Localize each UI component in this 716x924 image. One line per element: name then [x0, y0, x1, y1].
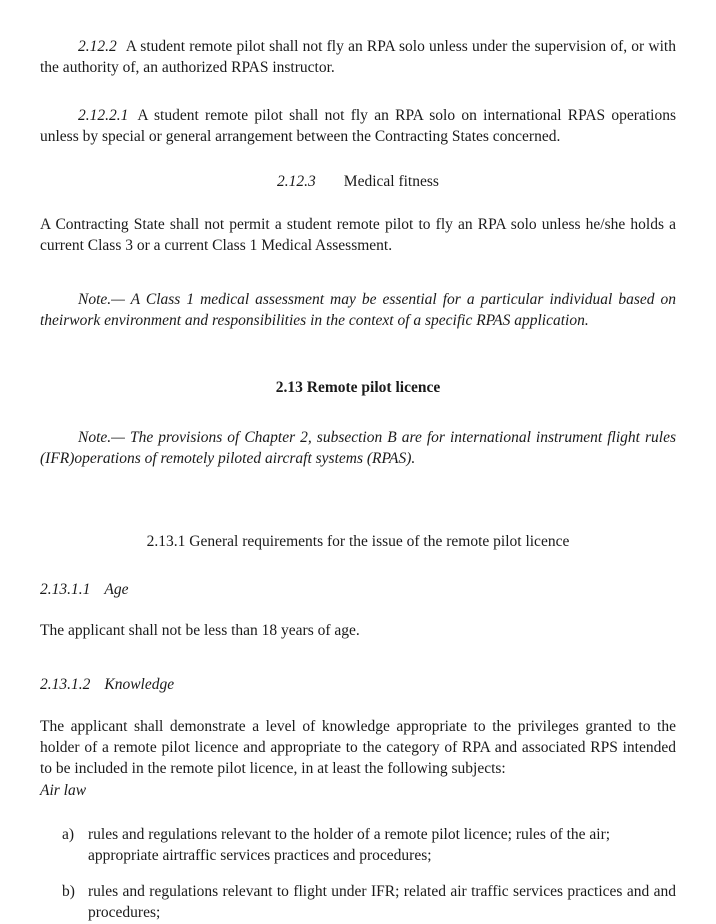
- list-item-a: [40, 824, 676, 866]
- subheading-number: 2.13.1.2: [40, 676, 91, 693]
- note-medical: [40, 289, 676, 331]
- paragraph-text: A student remote pilot shall not fly an RPA solo on international RPAS operations unless by special or general arrangement between the Contracting States concerned.: [40, 107, 676, 145]
- paragraph-text: The applicant shall not be less than 18 years of age.: [40, 622, 360, 639]
- subheading-title: Age: [104, 581, 129, 598]
- note-ifr: [40, 427, 676, 469]
- paragraph-age: [40, 620, 676, 641]
- paragraph-text: A student remote pilot shall not fly an RPA solo unless under the supervision of, or with the authority of, an authorized RPAS instructor.: [40, 38, 676, 76]
- list-item-text: rules and regulations relevant to flight under IFR; related air traffic services practices and and procedures;: [88, 883, 676, 921]
- subheading-title: Knowledge: [104, 676, 175, 693]
- paragraph-text: A Contracting State shall not permit a student remote pilot to fly an RPA solo unless he/she holds a current Class 3 or a current Class 1 Medical Assessment.: [40, 216, 676, 254]
- paragraph-text: The applicant shall demonstrate a level of knowledge appropriate to the privileges granted to the holder of a remote pilot licence and appropriate to the category of RPA and associated RPS intended to be included in the remote pilot licence, in at least the following subjects:: [40, 718, 676, 777]
- section-heading-2-13: 2.13 Remote pilot licence: [275, 379, 441, 396]
- paragraph-2-12-2: [40, 36, 676, 78]
- heading-general-requirements: 2.13.1 General requirements for the issue of the remote pilot licence: [146, 533, 570, 550]
- list-item-text: rules and regulations relevant to the holder of a remote pilot licence; rules of the air; appropriate airtraffic services practices and procedures;: [88, 826, 611, 864]
- subject-air-law: Air law: [40, 782, 87, 799]
- heading-number: 2.12.3: [277, 173, 316, 190]
- heading-medical-fitness: [40, 171, 676, 192]
- paragraph-number: 2.12.2.1: [78, 107, 129, 124]
- paragraph-2-12-2-1: [40, 105, 676, 147]
- subheading-age: [40, 579, 676, 600]
- note-text: Note.— The provisions of Chapter 2, subsection B are for international instrument flight rules (IFR)operations of remotely piloted aircraft systems (RPAS).: [40, 429, 676, 467]
- list-item-b: [40, 881, 676, 923]
- list-marker: a): [62, 826, 75, 843]
- subheading-knowledge: [40, 674, 676, 695]
- list-marker: b): [62, 883, 75, 900]
- heading-title: Medical fitness: [343, 173, 439, 190]
- paragraph-number: 2.12.2: [78, 38, 117, 55]
- paragraph-knowledge: [40, 716, 676, 779]
- paragraph-medical-assessment: [40, 214, 676, 256]
- note-text: Note.— A Class 1 medical assessment may be essential for a particular individual based on theirwork environment and responsibilities in the context of a specific RPAS application.: [40, 291, 676, 329]
- subheading-number: 2.13.1.1: [40, 581, 91, 598]
